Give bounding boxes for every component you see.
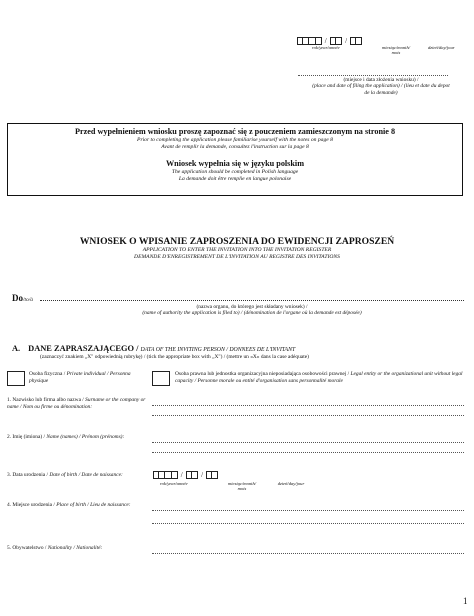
field-dob-label bbox=[7, 472, 152, 479]
field-2-rest: Name (names) / Prénom (prénoms): bbox=[46, 434, 125, 440]
dob-boxes[interactable]: / / bbox=[153, 471, 218, 479]
section-a-heading-en-fr: DATA OF THE INVITING PERSON / DONNEES DE L'INVITANT bbox=[140, 347, 296, 353]
page-number: 1 bbox=[463, 596, 468, 606]
addressee-note bbox=[40, 304, 464, 317]
field-nationality-label bbox=[7, 545, 152, 552]
notice-fr-2: La demande doit être remplie en langue polonaise bbox=[178, 175, 292, 182]
addressee-prefix bbox=[12, 293, 33, 303]
field-3-rest: Date of birth / Date de naissance: bbox=[49, 472, 123, 478]
option2-rest: Legal entity or the organizational unit without legal capacity / Personne morale ou entité d'organisation sans personnalité morale bbox=[175, 371, 463, 384]
field-4-rest: Place of birth / Lieu de naissance: bbox=[56, 502, 131, 508]
title-pl: WNIOSEK O WPISANIE ZAPROSZENIA DO EWIDENCJI ZAPROSZEŃ bbox=[79, 236, 395, 247]
surname-input[interactable] bbox=[152, 397, 464, 416]
option1-pl: Osoba fizyczna / bbox=[29, 371, 66, 377]
filing-date-boxes[interactable]: / / bbox=[297, 37, 362, 45]
section-a-heading bbox=[12, 344, 295, 353]
field-1-num: 1. bbox=[7, 397, 12, 403]
form-title bbox=[0, 236, 474, 260]
addressee-do: Do bbox=[12, 293, 23, 303]
field-5-pl: Obywatelstwo / bbox=[12, 545, 47, 551]
place-of-birth-input[interactable] bbox=[152, 502, 464, 524]
option2-pl: Osoba prawna lub jednostka organizacyjna nieposiadająca osobowości prawnej / bbox=[175, 371, 350, 377]
section-a-letter: A. bbox=[12, 344, 21, 353]
notice-bold-1: Przed wypełnieniem wniosku proszę zapoznać się z pouczeniem zamieszczonym na stronie 8 bbox=[74, 127, 396, 136]
addressee-note-pl: (nazwa organu, do którego jest składany wniosek) / bbox=[196, 304, 308, 310]
place-date-fr: de la demande) bbox=[364, 89, 398, 96]
section-a-hint: (zaznaczyć znakiem „X" odpowiednią rubrykę) / (tick the appropriate box with „X") / (mettre un «X» dans la case adéquate) bbox=[40, 354, 309, 360]
addressee-input-line[interactable] bbox=[40, 300, 464, 301]
first-name-input[interactable] bbox=[152, 434, 464, 453]
notice-fr-1: Avant de remplir la demande, consultez l'instruction sur la page 8 bbox=[161, 143, 309, 150]
place-date-en: (place and date of filing the application) / (lieu et date du depot bbox=[312, 83, 450, 90]
date-label-year: rok/year/année bbox=[312, 45, 340, 50]
dob-label-month: miesiąc/month/ mois bbox=[227, 481, 257, 492]
legal-entity-label bbox=[175, 371, 467, 385]
field-3-num: 3. bbox=[7, 472, 12, 478]
addressee-note-en-fr: (name of authority the application is filed to) / (dénomination de l'organe où la demande est déposée) bbox=[142, 310, 362, 317]
field-name-label bbox=[7, 434, 147, 441]
dob-label-day: dzień/day/jour bbox=[277, 481, 305, 486]
date-label-month: miesiąc/month/ mois bbox=[381, 45, 411, 56]
legal-entity-checkbox[interactable] bbox=[152, 371, 170, 386]
nationality-input[interactable] bbox=[152, 545, 464, 554]
field-pob-label bbox=[7, 502, 147, 509]
field-1-pl: Nazwisko lub firma albo nazwa / bbox=[12, 397, 84, 403]
date-label-day: dzień/day/jour bbox=[428, 45, 455, 50]
place-date-line[interactable] bbox=[298, 75, 448, 76]
place-date-label bbox=[296, 77, 466, 96]
field-4-num: 4. bbox=[7, 502, 12, 508]
field-2-pl: Imię (imiona) / bbox=[12, 434, 46, 440]
section-a-heading-pl: DANE ZAPRASZAJĄCEGO / bbox=[28, 344, 139, 353]
title-en: APPLICATION TO ENTER THE INVITATION INTO THE INVITATION REGISTER bbox=[142, 247, 332, 253]
field-3-pl: Data urodzenia / bbox=[12, 472, 49, 478]
field-1-rest: Surname or the company or name / Nom ou firme ou dénomination: bbox=[7, 397, 146, 410]
field-2-num: 2. bbox=[7, 434, 12, 440]
private-individual-checkbox[interactable] bbox=[7, 371, 25, 386]
private-individual-label bbox=[29, 371, 149, 385]
option1-rest: Private individual / Personna physique bbox=[29, 371, 131, 384]
dob-label-year: rok/year/année bbox=[160, 481, 188, 486]
notice-en-2: The application should be completed in Polish language bbox=[171, 169, 299, 176]
field-5-rest: Nationality / Nationalité: bbox=[47, 545, 103, 551]
notice-en-1: Prior to completing the application please familiarise yourself with the notes on page 8 bbox=[137, 137, 333, 143]
field-surname-label bbox=[7, 397, 147, 411]
place-date-pl: (miejsce i data złożenia wniosku) / bbox=[343, 77, 419, 83]
title-fr: DEMANDE D'ENREGISTREMENT DE L'INVITATION AU REGISTRE DES INVITATIONS bbox=[134, 253, 340, 260]
field-5-num: 5. bbox=[7, 545, 12, 551]
notice-box bbox=[7, 123, 463, 196]
field-4-pl: Miejsce urodzenia / bbox=[12, 502, 55, 508]
addressee-to: /to/à bbox=[23, 297, 33, 303]
notice-bold-2: Wniosek wypełnia się w języku polskim bbox=[165, 159, 305, 169]
